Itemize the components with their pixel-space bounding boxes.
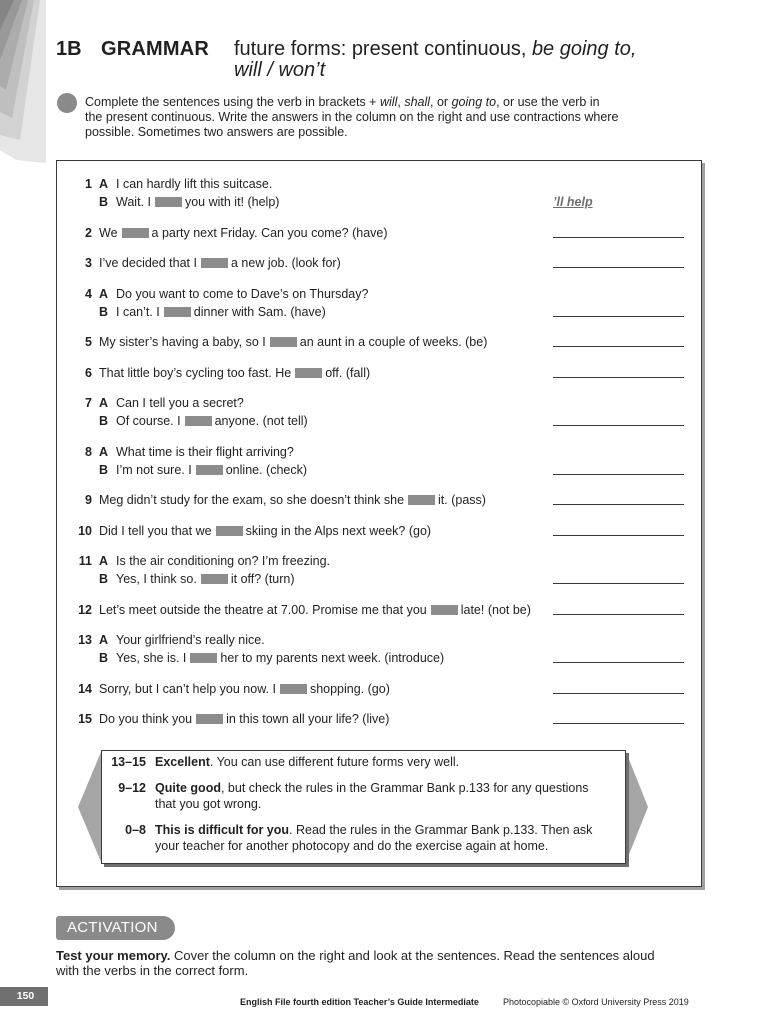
text-before-gap: That little boy’s cycling too fast. He xyxy=(99,365,292,380)
exercise-item xyxy=(56,710,702,728)
activation-lead: Test your memory. xyxy=(56,947,171,963)
speaker-label: B xyxy=(99,414,109,428)
gap-box xyxy=(196,465,223,475)
text-before-gap: I’ve decided that I xyxy=(99,256,197,270)
score-text: that you got wrong. xyxy=(155,797,262,811)
sentence-line xyxy=(56,224,702,242)
item-number: 4 xyxy=(85,286,92,301)
item-number: 14 xyxy=(78,681,92,696)
instruction-text: , or use the verb in xyxy=(496,94,600,109)
answer-line xyxy=(553,224,684,238)
text-before-gap: Wait. I xyxy=(116,195,151,209)
exercise-item xyxy=(56,175,702,211)
exercise-item xyxy=(56,601,702,619)
gap-box xyxy=(196,714,223,724)
speaker-label: A xyxy=(99,396,109,410)
model-answer: ’ll help xyxy=(553,195,593,209)
text-after-gap: late! (not be) xyxy=(460,602,531,617)
speaker-label: A xyxy=(99,286,109,301)
instruction-text: the present continuous. Write the answers in the column on the right and use contractions where xyxy=(85,109,619,124)
dialogue-line xyxy=(56,285,702,303)
exercise-item xyxy=(56,364,702,382)
footer-copyright: Photocopiable © Oxford University Press 2019 xyxy=(503,997,689,1007)
score-text: , but check the rules in the Grammar Bank p.133 for any questions xyxy=(220,781,589,795)
page-number-badge: 150 xyxy=(0,987,48,1006)
text-after-gap: a new job. (look for) xyxy=(230,256,341,270)
dialogue-line xyxy=(56,394,702,412)
speaker-label: B xyxy=(99,462,109,477)
score-range: 9–12 xyxy=(118,781,146,795)
answer-line xyxy=(553,680,684,694)
item-number: 6 xyxy=(85,365,92,380)
score-description xyxy=(155,822,592,854)
sentence-text xyxy=(116,412,308,430)
dialogue-line xyxy=(56,412,702,430)
score-range: 0–8 xyxy=(125,823,146,837)
text-after-gap: dinner with Sam. (have) xyxy=(193,304,326,319)
text-before-gap: I can’t. I xyxy=(116,304,160,319)
gap-box xyxy=(185,416,212,426)
item-number: 5 xyxy=(85,335,92,349)
gap-box xyxy=(201,574,228,584)
item-number: 12 xyxy=(78,602,92,617)
gap-box xyxy=(155,197,182,207)
instruction-keyword: going to xyxy=(451,94,497,109)
sentence-text xyxy=(116,193,279,211)
instruction-keyword: will xyxy=(379,94,398,109)
gap-box xyxy=(201,258,228,268)
exercise-item xyxy=(56,522,702,540)
activation-badge: ACTIVATION xyxy=(56,916,175,940)
exercise-item xyxy=(56,285,702,321)
topic-title xyxy=(234,39,636,81)
sentence-text xyxy=(99,254,341,272)
text-after-gap: skiing in the Alps next week? (go) xyxy=(245,523,432,538)
gap-box xyxy=(122,228,149,238)
text-after-gap: shopping. (go) xyxy=(309,681,390,696)
item-number: 3 xyxy=(85,256,92,270)
gap-box xyxy=(295,368,322,378)
sentence-line xyxy=(56,491,702,509)
activation-text xyxy=(56,948,655,978)
sentence-line xyxy=(56,254,702,272)
exercise-item xyxy=(56,552,702,588)
item-number: 11 xyxy=(78,554,92,568)
gap-box xyxy=(280,684,307,694)
score-text: . You can use different future forms very well. xyxy=(209,755,460,769)
sentence-line xyxy=(56,680,702,698)
sentence-line xyxy=(56,522,702,540)
dialogue-line xyxy=(56,193,702,211)
exercise-item xyxy=(56,491,702,509)
text-before-gap: Sorry, but I can’t help you now. I xyxy=(99,681,276,696)
sentence-line xyxy=(56,333,702,351)
exercise-item xyxy=(56,254,702,272)
sentence-line xyxy=(56,364,702,382)
item-number: 15 xyxy=(78,712,92,726)
text-after-gap: online. (check) xyxy=(225,462,308,477)
sentence-text xyxy=(99,364,370,382)
text-before-gap: Yes, I think so. xyxy=(116,572,197,586)
answer-line xyxy=(553,710,684,724)
sentence-text xyxy=(99,522,431,540)
dialogue-line xyxy=(56,461,702,479)
speaker-label: A xyxy=(99,633,109,647)
speaker-label: A xyxy=(99,554,109,568)
answer-line xyxy=(553,601,684,615)
score-key-box xyxy=(101,750,626,864)
answer-line xyxy=(553,570,684,584)
sentence-text: Can I tell you a secret? xyxy=(116,396,244,410)
answer-line xyxy=(553,412,684,426)
exercise-item xyxy=(56,333,702,351)
sentence-text xyxy=(99,710,389,728)
dialogue-line xyxy=(56,631,702,649)
dialogue-line xyxy=(56,443,702,461)
sentence-text xyxy=(116,303,326,321)
item-number: 8 xyxy=(85,444,92,459)
sentence-text: What time is their flight arriving? xyxy=(116,444,294,459)
item-number: 7 xyxy=(85,396,92,410)
text-after-gap: a party next Friday. Can you come? (have) xyxy=(151,225,388,240)
item-number: 2 xyxy=(85,225,92,240)
footer-book-title: English File fourth edition Teacher’s Guide Intermediate xyxy=(240,997,479,1007)
speaker-label: B xyxy=(99,572,109,586)
gap-box xyxy=(408,495,435,505)
exercise-item xyxy=(56,631,702,667)
exercise-item xyxy=(56,680,702,698)
score-description xyxy=(155,780,589,812)
score-label: This is difficult for you xyxy=(155,823,290,837)
text-after-gap: it off? (turn) xyxy=(230,572,295,586)
activation-body: with the verbs in the correct form. xyxy=(56,962,249,978)
sentence-text xyxy=(116,570,295,588)
dialogue-line xyxy=(56,649,702,667)
text-after-gap: you with it! (help) xyxy=(184,195,280,209)
gap-box xyxy=(431,605,458,615)
answer-line xyxy=(553,254,684,268)
instruction-keyword: shall xyxy=(404,94,431,109)
text-after-gap: her to my parents next week. (introduce) xyxy=(220,651,445,665)
score-description xyxy=(155,754,459,770)
item-number: 10 xyxy=(78,523,92,538)
score-text: . Read the rules in the Grammar Bank p.133. Then ask xyxy=(289,823,593,837)
sentence-text xyxy=(99,601,531,619)
dialogue-line xyxy=(56,552,702,570)
score-label: Quite good xyxy=(155,781,221,795)
text-after-gap: off. (fall) xyxy=(325,365,371,380)
item-number: 13 xyxy=(78,633,92,647)
text-before-gap: Did I tell you that we xyxy=(99,523,212,538)
sentence-text: Your girlfriend’s really nice. xyxy=(116,633,265,647)
sentence-text: Is the air conditioning on? I’m freezing. xyxy=(116,554,331,568)
gap-box xyxy=(164,307,191,317)
dialogue-line xyxy=(56,570,702,588)
speaker-label: B xyxy=(99,304,109,319)
sentence-text: Do you want to come to Dave’s on Thursday? xyxy=(116,286,369,301)
instruction-bullet-icon xyxy=(57,93,77,113)
text-before-gap: Yes, she is. I xyxy=(116,651,187,665)
item-number: 1 xyxy=(85,177,92,191)
text-before-gap: Let’s meet outside the theatre at 7.00. Promise me that you xyxy=(99,602,427,617)
instruction-text: Complete the sentences using the verb in brackets + xyxy=(85,94,377,109)
answer-line xyxy=(553,491,684,505)
section-title: GRAMMAR xyxy=(101,38,210,60)
text-before-gap: My sister’s having a baby, so I xyxy=(99,335,266,349)
answer-line xyxy=(553,649,684,663)
sentence-text xyxy=(116,649,444,667)
score-label: Excellent xyxy=(155,755,210,769)
text-after-gap: an aunt in a couple of weeks. (be) xyxy=(299,335,488,349)
answer-line xyxy=(553,522,684,536)
exercise-item xyxy=(56,443,702,479)
exercise-item xyxy=(56,394,702,430)
activation-body: Cover the column on the right and look at the sentences. Read the sentences aloud xyxy=(174,947,655,963)
speaker-label: A xyxy=(99,177,109,191)
instructions-text xyxy=(85,95,618,140)
sentence-text xyxy=(99,491,486,509)
gap-box xyxy=(216,526,243,536)
topic-text: future forms: present continuous, xyxy=(234,37,527,60)
page-edge-decoration xyxy=(0,0,48,166)
sentence-text: I can hardly lift this suitcase. xyxy=(116,177,273,191)
score-range: 13–15 xyxy=(111,755,146,769)
topic-italic: will / won’t xyxy=(234,58,326,81)
dialogue-line xyxy=(56,303,702,321)
sentence-text xyxy=(99,680,390,698)
text-before-gap: We xyxy=(99,225,118,240)
text-before-gap: Do you think you xyxy=(99,712,193,726)
unit-code: 1B xyxy=(56,38,82,60)
instruction-text: possible. Sometimes two answers are possible. xyxy=(85,124,348,139)
answer-line xyxy=(553,303,684,317)
score-text: your teacher for another photocopy and do the exercise again at home. xyxy=(155,839,549,853)
text-before-gap: Of course. I xyxy=(116,414,181,428)
sentence-text xyxy=(99,224,388,242)
text-after-gap: in this town all your life? (live) xyxy=(226,712,390,726)
sentence-line xyxy=(56,710,702,728)
text-after-gap: anyone. (not tell) xyxy=(214,414,308,428)
gap-box xyxy=(190,653,217,663)
exercise-list xyxy=(56,175,702,741)
sentence-line xyxy=(56,601,702,619)
speaker-label: B xyxy=(99,195,109,209)
topic-italic: be going to, xyxy=(531,37,637,60)
instruction-text: , xyxy=(397,94,401,109)
speaker-label: A xyxy=(99,444,109,459)
exercise-item xyxy=(56,224,702,242)
speaker-label: B xyxy=(99,651,109,665)
dialogue-line xyxy=(56,175,702,193)
text-before-gap: I’m not sure. I xyxy=(116,462,192,477)
item-number: 9 xyxy=(85,493,92,507)
text-after-gap: it. (pass) xyxy=(438,493,486,507)
text-before-gap: Meg didn’t study for the exam, so she doesn’t think she xyxy=(99,493,405,507)
sentence-text xyxy=(99,333,487,351)
sentence-text xyxy=(116,461,307,479)
answer-line xyxy=(553,333,684,347)
answer-line xyxy=(553,461,684,475)
answer-line xyxy=(553,364,684,378)
gap-box xyxy=(270,337,297,347)
instruction-text: , or xyxy=(430,94,449,109)
